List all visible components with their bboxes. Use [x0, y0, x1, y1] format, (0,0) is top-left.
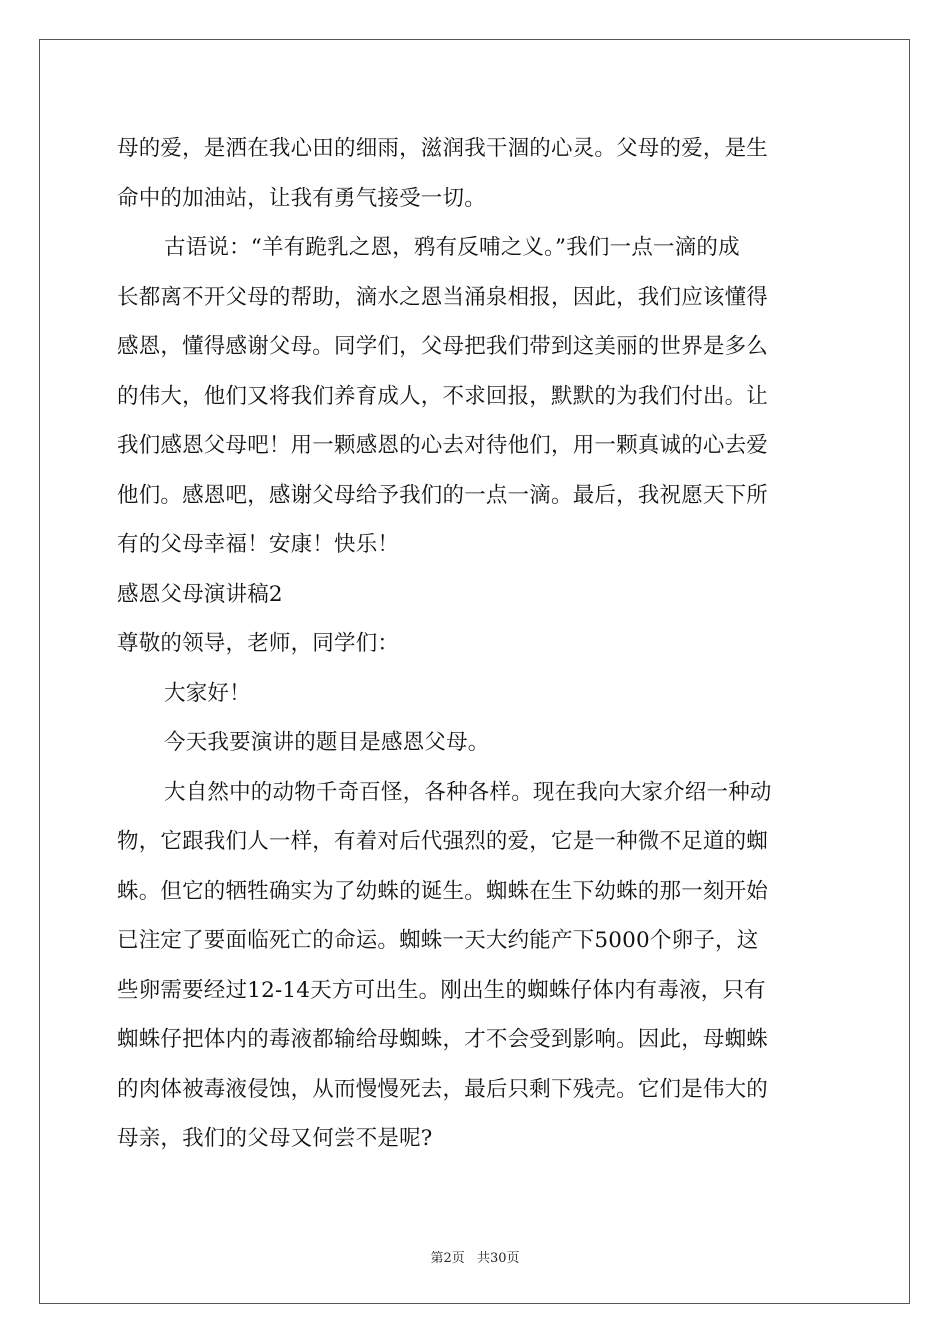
text-line: 大自然中的动物千奇百怪，各种各样。现在我向大家介绍一种动 [164, 780, 772, 805]
section-heading: 感恩父母演讲稿2 [117, 582, 283, 607]
page-number: 第2页 [430, 1251, 465, 1266]
salutation: 尊敬的领导，老师，同学们： [117, 631, 400, 656]
text-line: 命中的加油站，让我有勇气接受一切。 [117, 186, 486, 211]
page-footer [0, 1247, 950, 1266]
text-line: 物，它跟我们人一样，有着对后代强烈的爱，它是一种微不足道的蜘 [117, 829, 769, 854]
greeting: 大家好！ [164, 681, 251, 706]
text-line: 已注定了要面临死亡的命运。蜘蛛一天大约能产下5000个卵子，这 [117, 928, 759, 953]
text-line: 的肉体被毒液侵蚀，从而慢慢死去，最后只剩下残壳。它们是伟大的 [117, 1077, 769, 1102]
text-line: 母亲，我们的父母又何尝不是呢? [117, 1126, 433, 1151]
text-line: 蛛。但它的牺牲确实为了幼蛛的诞生。蜘蛛在生下幼蛛的那一刻开始 [117, 879, 769, 904]
text-line: 长都离不开父母的帮助，滴水之恩当涌泉相报，因此，我们应该懂得 [117, 285, 769, 310]
page-border [39, 39, 910, 1304]
text-line: 古语说：“羊有跪乳之恩，鸦有反哺之义。”我们一点一滴的成 [164, 235, 740, 260]
text-line: 我们感恩父母吧！用一颗感恩的心去对待他们，用一颗真诚的心去爱 [117, 433, 769, 458]
text-line: 些卵需要经过12-14天方可出生。刚出生的蜘蛛仔体内有毒液，只有 [117, 978, 766, 1003]
page-total: 共30页 [476, 1251, 520, 1266]
text-line: 今天我要演讲的题目是感恩父母。 [164, 730, 490, 755]
text-line: 母的爱，是洒在我心田的细雨，滋润我干涸的心灵。父母的爱，是生 [117, 136, 769, 161]
text-line: 的伟大，他们又将我们养育成人，不求回报，默默的为我们付出。让 [117, 384, 769, 409]
text-line: 感恩，懂得感谢父母。同学们，父母把我们带到这美丽的世界是多么 [117, 334, 769, 359]
text-line: 蜘蛛仔把体内的毒液都输给母蜘蛛，才不会受到影响。因此，母蜘蛛 [117, 1027, 769, 1052]
text-line: 有的父母幸福！安康！快乐！ [117, 532, 400, 557]
text-line: 他们。感恩吧，感谢父母给予我们的一点一滴。最后，我祝愿天下所 [117, 483, 769, 508]
